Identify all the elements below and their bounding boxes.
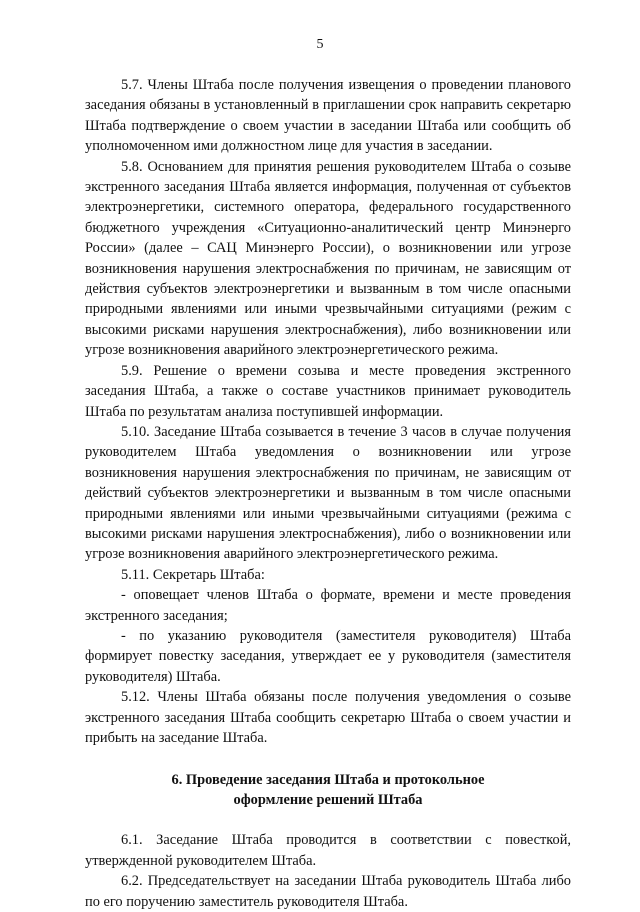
paragraph-5-7: 5.7. Члены Штаба после получения извещения о проведении планового заседания обязаны в установленный в приглашении срок направить секретарю Штаба подтверждение о своем участии в заседании Штаба или сообщить об уполномоченном ими должностном лице для участия в заседании.: [85, 77, 571, 155]
document-body: [85, 75, 571, 912]
page-number: 5: [316, 37, 324, 52]
paragraph-5-9: 5.9. Решение о времени созыва и месте проведения экстренного заседания Штаба, а также о составе участников принимает руководитель Штаба по результатам анализа поступившей информации.: [85, 362, 571, 420]
list-item-notify: - оповещает членов Штаба о формате, времени и месте проведения экстренного заседания;: [85, 587, 571, 624]
paragraph-6-1: 6.1. Заседание Штаба проводится в соответствии с повесткой, утвержденной руководителем Штаба.: [85, 832, 571, 869]
section-heading-line-1: 6. Проведение заседания Штаба и протокольное: [171, 772, 485, 789]
paragraph-5-12: 5.12. Члены Штаба обязаны после получения уведомления о созыве экстренного заседания Штаба сообщить секретарю Штаба о своем участии и прибыть на заседание Штаба.: [85, 689, 571, 746]
paragraph-5-10: 5.10. Заседание Штаба созывается в течение 3 часов в случае получения руководителем Штаба уведомления о возникновении или угрозе возникновения нарушения электроснабжения по причинам, не зависящим от действий субъектов электроэнергетики и вызванным в том числе опасными природными явлениями или иными чрезвычайными ситуациями (режима с высокими рисками нарушения электроснабжения), либо о возникновении или угрозе возникновения аварийного электроэнергетического режима.: [85, 423, 571, 563]
section-heading: [85, 770, 571, 810]
section-heading-line-2: оформление решений Штаба: [233, 792, 423, 809]
paragraph-5-11: 5.11. Секретарь Штаба:: [121, 566, 265, 583]
list-item-agenda: - по указанию руководителя (заместителя руководителя) Штаба формирует повестку заседания, утверждает ее у руководителя (заместителя руководителя) Штаба.: [85, 627, 571, 685]
paragraph-5-8: 5.8. Основанием для принятия решения руководителем Штаба о созыве экстренного заседания Штаба является информация, полученная от субъектов электроэнергетики, системного оператора, федерального государственного бюджетного учреждения «Ситуационно-аналитический центр Минэнерго России» (далее – САЦ Минэнерго России), о возникновении или угрозе возникновения нарушения электроснабжения по причинам, не зависящим от действия субъектов электроэнергетики и вызванным в том числе опасными природными явлениями или иными чрезвычайными ситуациями (режим с высокими рисками нарушения электроснабжения), либо возникновении или угрозе возникновения аварийного электроэнергетического режима.: [85, 158, 571, 359]
paragraph-6-2: 6.2. Председательствует на заседании Штаба руководитель Штаба либо по его поручению заместитель руководителя Штаба.: [85, 873, 571, 910]
